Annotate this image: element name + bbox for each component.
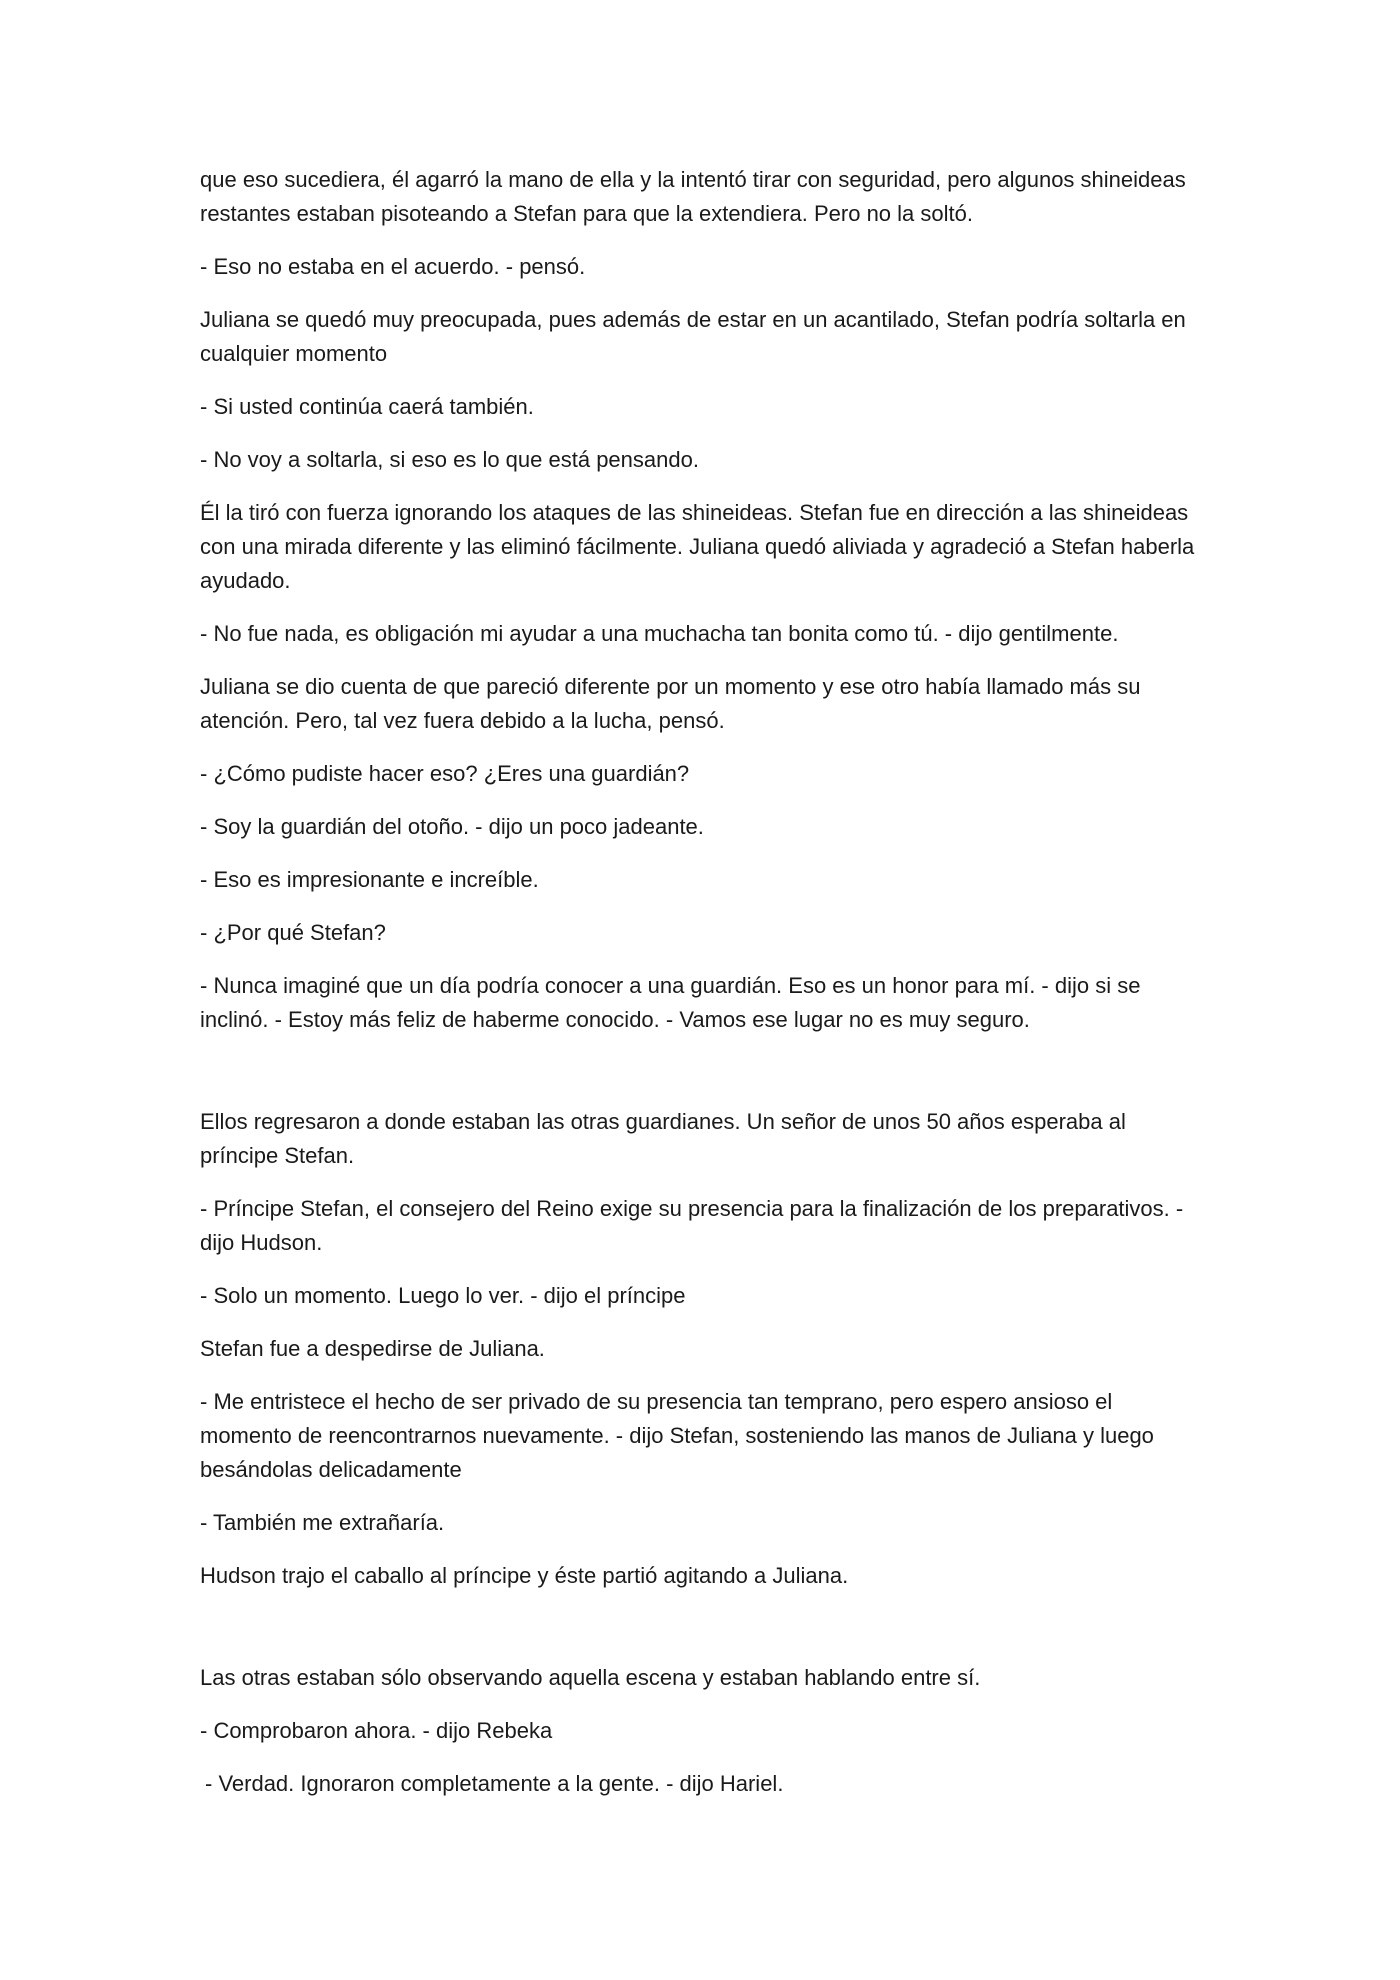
paragraph-3: Juliana se quedó muy preocupada, pues además de estar en un acantilado, Stefan podría soltarla en cualquier momento: [200, 307, 1186, 366]
paragraph-6: Él la tiró con fuerza ignorando los ataques de las shineideas. Stefan fue en dirección a las shineideas con una mirada diferente y las eliminó fácilmente. Juliana quedó aliviada y agradeció a Stefan haberla ayudado.: [200, 500, 1195, 593]
paragraph-20: Hudson trajo el caballo al príncipe y éste partió agitando a Juliana.: [200, 1563, 849, 1588]
paragraph-15: - Príncipe Stefan, el consejero del Reino exige su presencia para la finalización de los preparativos. - dijo Hudson.: [200, 1196, 1184, 1255]
paragraph-21: Las otras estaban sólo observando aquella escena y estaban hablando entre sí.: [200, 1665, 981, 1690]
paragraph-13: - Nunca imaginé que un día podría conocer a una guardián. Eso es un honor para mí. - dijo si se inclinó. - Estoy más feliz de haberme conocido. - Vamos ese lugar no es muy seguro.: [200, 973, 1141, 1032]
paragraph-17: Stefan fue a despedirse de Juliana.: [200, 1336, 545, 1361]
paragraph-19: - También me extrañaría.: [200, 1510, 445, 1535]
paragraph-22: - Comprobaron ahora. - dijo Rebeka: [200, 1718, 553, 1743]
paragraph-18: - Me entristece el hecho de ser privado de su presencia tan temprano, pero espero ansioso el momento de reencontrarnos nuevamente. - dijo Stefan, sosteniendo las manos de Juliana y luego besándolas delicadamente: [200, 1389, 1154, 1482]
paragraph-5: - No voy a soltarla, si eso es lo que está pensando.: [200, 447, 699, 472]
document-page: [200, 163, 1210, 1820]
paragraph-2: - Eso no estaba en el acuerdo. - pensó.: [200, 254, 586, 279]
paragraph-4: - Si usted continúa caerá también.: [200, 394, 534, 419]
paragraph-1: que eso sucediera, él agarró la mano de ella y la intentó tirar con seguridad, pero algunos shineideas restantes estaban pisoteando a Stefan para que la extendiera. Pero no la soltó.: [200, 167, 1186, 226]
paragraph-14: Ellos regresaron a donde estaban las otras guardianes. Un señor de unos 50 años esperaba al príncipe Stefan.: [200, 1109, 1126, 1168]
paragraph-9: - ¿Cómo pudiste hacer eso? ¿Eres una guardián?: [200, 761, 690, 786]
paragraph-11: - Eso es impresionante e increíble.: [200, 867, 539, 892]
paragraph-8: Juliana se dio cuenta de que pareció diferente por un momento y ese otro había llamado más su atención. Pero, tal vez fuera debido a la lucha, pensó.: [200, 674, 1141, 733]
paragraph-7: - No fue nada, es obligación mi ayudar a una muchacha tan bonita como tú. - dijo gentilmente.: [200, 621, 1119, 646]
paragraph-10: - Soy la guardián del otoño. - dijo un poco jadeante.: [200, 814, 704, 839]
paragraph-23: - Verdad. Ignoraron completamente a la gente. - dijo Hariel.: [205, 1771, 784, 1796]
paragraph-12: - ¿Por qué Stefan?: [200, 920, 386, 945]
paragraph-16: - Solo un momento. Luego lo ver. - dijo el príncipe: [200, 1283, 686, 1308]
